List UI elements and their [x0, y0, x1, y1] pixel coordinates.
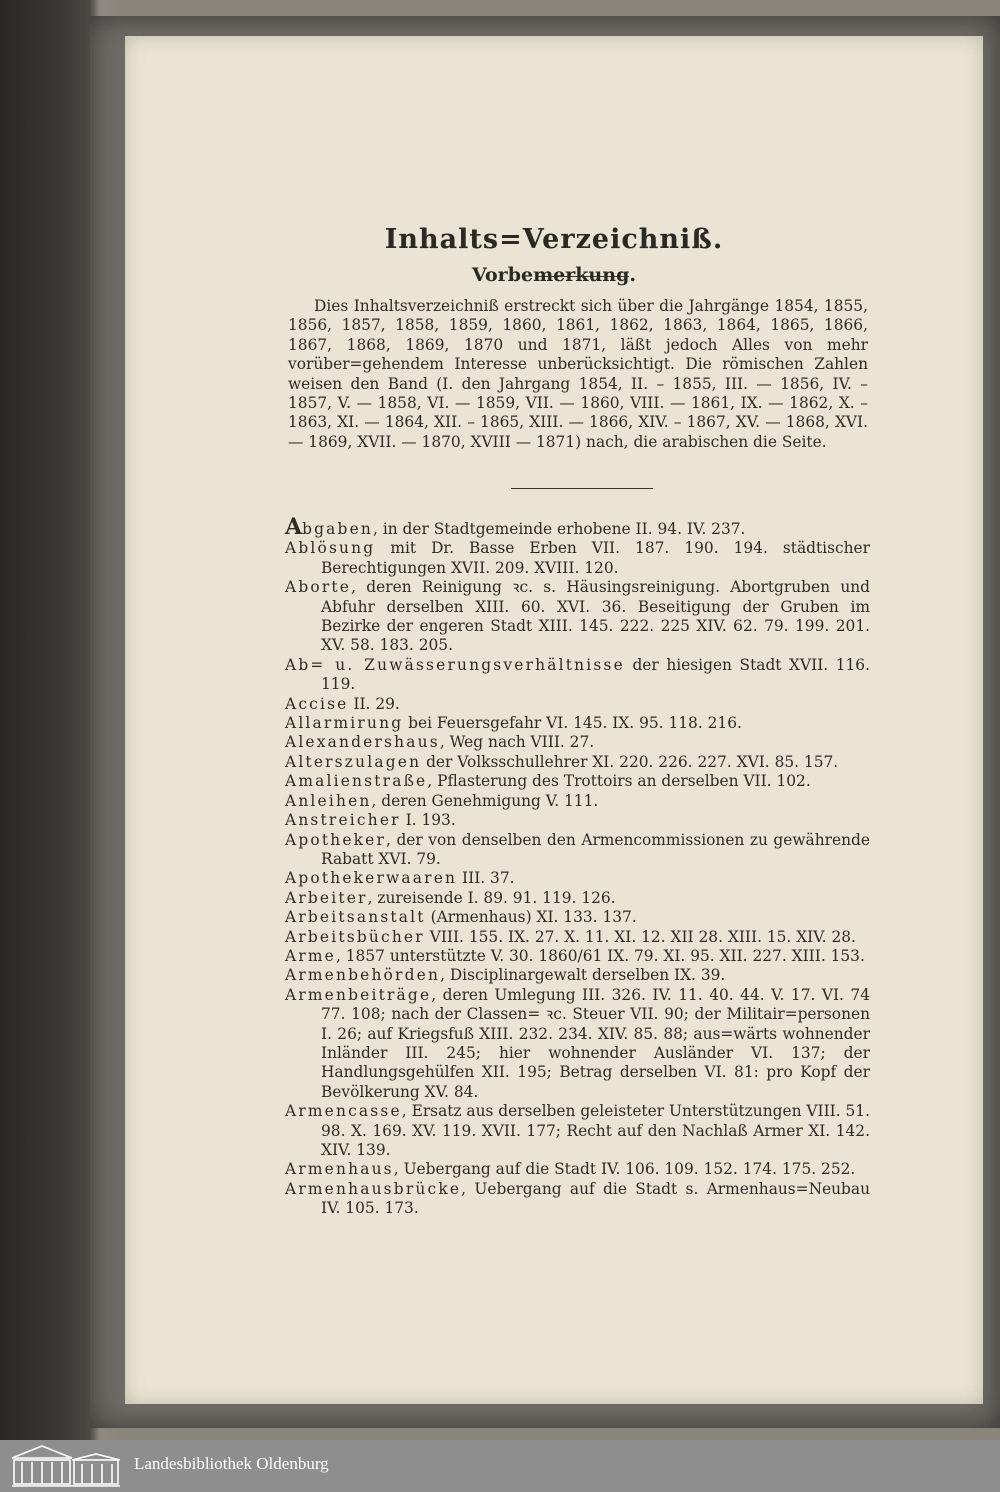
- entry-headword: Apothekerwaaren: [285, 869, 458, 888]
- entry-text: mit Dr. Basse Erben VII. 187. 190. 194. städtischer Berechtigungen XVII. 209. XVIII. 120.: [321, 539, 870, 577]
- index-entry: [285, 869, 870, 888]
- viewer-footer: [0, 1440, 1000, 1492]
- index-entries: [285, 514, 870, 1219]
- index-entry: [285, 695, 870, 714]
- index-entry: [285, 733, 870, 752]
- entry-headword: Accise: [285, 694, 349, 713]
- index-entry: [285, 714, 870, 733]
- index-entry: [285, 792, 870, 811]
- section-divider: [511, 488, 653, 489]
- entry-text: , deren Umlegung III. 326. IV. 11. 40. 44. V. 17. VI. 74 77. 108; nach der Classen= ꝛc. Steuer VII. 90; der Militair=personen I. 26; auf Kriegsfuß XIII. 232. 234. XIV. 85. 88; aus=wärts wohnender Inländer III. 245; hier wohnender Ausländer VI. 137; der Handlungsgehülfen XII. 195; Betrag derselben VI. 81: pro Kopf der Bevölkerung XV. 84.: [321, 985, 870, 1101]
- index-entry: [285, 1180, 870, 1219]
- entry-headword: Armenbehörden: [285, 966, 441, 985]
- entry-text: , Pflasterung des Trottoirs an derselben VII. 102.: [427, 772, 811, 791]
- entry-text: , zureisende I. 89. 91. 119. 126.: [367, 888, 616, 907]
- entry-text: , Uebergang auf die Stadt IV. 106. 109. 152. 174. 175. 252.: [393, 1160, 856, 1179]
- index-entry: [285, 578, 870, 656]
- entry-headword: Anstreicher: [285, 811, 401, 830]
- entry-text: (Armenhaus) XI. 133. 137.: [425, 908, 637, 927]
- entry-text: , der von denselben den Armencommissionen zu gewährende Rabatt XVI. 79.: [321, 830, 870, 868]
- entry-headword: Armenhaus: [285, 1160, 394, 1179]
- index-entry: [285, 539, 870, 578]
- entry-headword: Armencasse: [285, 1102, 402, 1121]
- entry-headword: Anleihen: [285, 791, 372, 810]
- entry-headword: Ablösung: [285, 539, 376, 558]
- entry-text: der hiesigen Stadt XVII. 116. 119.: [321, 655, 870, 694]
- entry-headword: Ab= u. Zuwässerungsverhältnisse: [285, 655, 625, 674]
- entry-text: , 1857 unterstützte V. 30. 1860/61 IX. 79. XI. 95. XII. 227. XIII. 153.: [335, 946, 865, 965]
- entry-headword: Alexandershaus: [285, 733, 440, 752]
- entry-headword: Arbeiter: [285, 888, 368, 907]
- index-entry: [285, 889, 870, 908]
- entry-headword: bgaben: [302, 520, 374, 538]
- entry-headword: Armenbeiträge: [285, 985, 432, 1004]
- entry-text: , Ersatz aus derselben geleisteter Unterstützungen VIII. 51. 98. X. 169. XV. 119. XVII. 177; Recht auf den Nachlaß Armer XI. 142. XIV. 139.: [321, 1102, 870, 1159]
- index-entry: [285, 753, 870, 772]
- entry-text: , Weg nach VIII. 27.: [439, 733, 595, 752]
- entry-initial: A: [285, 514, 303, 540]
- index-entry: [285, 928, 870, 947]
- index-entry: [285, 656, 870, 695]
- entry-headword: Alterszulagen: [285, 752, 422, 771]
- entry-text: I. 193.: [400, 811, 456, 830]
- entry-headword: Armenhausbrücke: [285, 1179, 462, 1198]
- entry-text: , Uebergang auf die Stadt s. Armenhaus=Neubau IV. 105. 173.: [321, 1179, 870, 1218]
- book-page: [125, 36, 983, 1404]
- library-name[interactable]: Landesbibliothek Oldenburg: [134, 1454, 329, 1473]
- entry-text: , in der Stadtgemeinde erhobene II. 94. IV. 237.: [373, 520, 746, 538]
- index-entry: [285, 772, 870, 791]
- entry-headword: Apotheker: [285, 830, 387, 849]
- entry-text: , deren Genehmigung V. 111.: [371, 791, 599, 810]
- entry-headword: Arbeitsanstalt: [285, 908, 426, 927]
- entry-headword: Arme: [285, 946, 336, 965]
- index-entry: [285, 514, 870, 540]
- entry-text: bei Feuersgefahr VI. 145. IX. 95. 118. 216.: [403, 714, 742, 733]
- preface-text: Dies Inhaltsverzeichniß erstreckt sich über die Jahrgänge 1854, 1855, 1856, 1857, 1858, 1859, 1860, 1861, 1862, 1863, 1864, 1865, 1866, 1867, 1868, 1869, 1870 und 1871, läßt jedoch Alles von mehr vorüber=gehendem Interesse unberücksichtigt. Die römischen Zahlen weisen den Band (I. den Jahrgang 1854, II. – 1855, III. — 1856, IV. – 1857, V. — 1858, VI. — 1859, VII. — 1860, VIII. — 1861, IX. — 1862, X. – 1863, XI. — 1864, XII. – 1865, XIII. — 1866, XIV. – 1867, XV. — 1868, XVI. — 1869, XVII. — 1870, XVIII — 1871) nach, die arabischen die Seite.: [288, 297, 868, 451]
- index-entry: [285, 908, 870, 927]
- entry-text: , Disciplinargewalt derselben IX. 39.: [440, 966, 726, 985]
- index-entry: [285, 831, 870, 870]
- library-building-icon[interactable]: [6, 1442, 126, 1490]
- entry-text: , deren Reinigung ꝛc. s. Häusingsreinigung. Abortgruben und Abfuhr derselben XIII. 60. XVI. 36. Beseitigung der Gruben im Bezirke der engeren Stadt XIII. 145. 222. 225 XIV. 62. 79. 199. 201. XV. 58. 183. 205.: [321, 578, 870, 655]
- index-entry: [285, 947, 870, 966]
- index-entry: [285, 966, 870, 985]
- entry-text: der Volksschullehrer XI. 220. 226. 227. XVI. 85. 157.: [421, 752, 839, 771]
- entry-text: VIII. 155. IX. 27. X. 11. XI. 12. XII 28. XIII. 15. XIV. 28.: [424, 927, 856, 946]
- page-title: Inhalts=Verzeichniß.: [384, 224, 724, 255]
- entry-headword: Arbeitsbücher: [285, 927, 425, 946]
- entry-headword: Allarmirung: [285, 714, 404, 733]
- index-entry: [285, 1102, 870, 1160]
- index-entry: [285, 1160, 870, 1179]
- index-entry: [285, 986, 870, 1102]
- entry-headword: Amalienstraße: [285, 772, 428, 791]
- entry-text: II. 29.: [348, 694, 400, 713]
- index-entry: [285, 811, 870, 830]
- entry-text: III. 37.: [457, 869, 515, 888]
- entry-headword: Aborte: [285, 578, 352, 597]
- preface-heading: Vorbemerkung.: [472, 264, 636, 286]
